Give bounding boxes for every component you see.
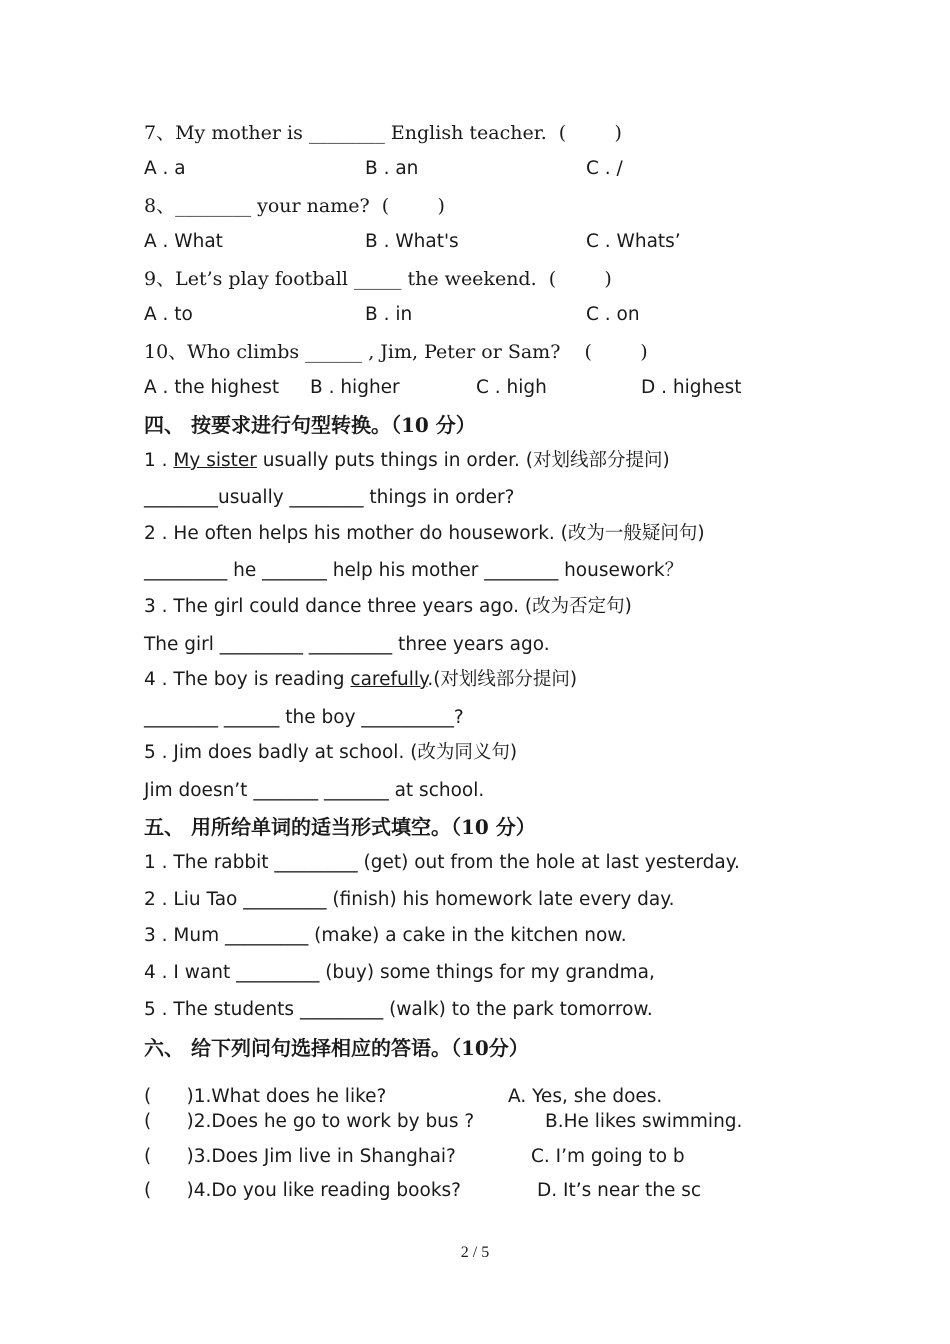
q8-option-a: A . What	[144, 231, 223, 252]
s4-q2-answer: _________ he _______ help his mother ________ housework？	[144, 560, 684, 581]
s4-q1-line	[144, 449, 670, 473]
s4-q4-answer: ________ ______ the boy __________?	[144, 707, 464, 728]
s4-q4-underlined: carefully	[350, 669, 428, 690]
q10-option-b: B . higher	[310, 377, 400, 398]
s4-q5-line: 5 . Jim does badly at school. (改为同义句)	[144, 742, 518, 763]
s4-q1-num: 1 .	[144, 450, 174, 471]
s4-q3-line: 3 . The girl could dance three years ago. (改为否定句)	[144, 596, 632, 617]
q10-option-a: A . the highest	[144, 377, 280, 398]
q10-option-d: D . highest	[641, 377, 742, 398]
section4-heading: 四、 按要求进行句型转换。（10 分）	[144, 413, 476, 437]
s6-answer-c: C. I’m going to b	[531, 1146, 685, 1167]
s6-answer-b: B.He likes swimming.	[545, 1111, 743, 1132]
q7-option-a: A . a	[144, 158, 186, 179]
s4-q1-rest: usually puts things in order. (对划线部分提问)	[256, 450, 670, 471]
q8-stem: 8、________ your name? ( )	[144, 195, 445, 217]
s6-answer-a: A. Yes, she does.	[508, 1086, 663, 1107]
s5-item-2: 2 . Liu Tao _________ (finish) his homework late every day.	[144, 889, 675, 910]
s4-q4-num: 4 . The boy is reading	[144, 669, 351, 690]
s6-answer-d: D. It’s near the sc	[537, 1180, 702, 1201]
s4-q1-answer: ________usually ________ things in order?	[144, 487, 515, 508]
q9-option-b: B . in	[365, 304, 413, 325]
page-number: 2 / 5	[460, 1244, 490, 1261]
q9-option-a: A . to	[144, 304, 193, 325]
q8-option-b: B . What's	[365, 231, 459, 252]
s6-question-4: ( )4.Do you like reading books?	[144, 1180, 461, 1201]
s6-question-3: ( )3.Does Jim live in Shanghai?	[144, 1146, 456, 1167]
q7-stem: 7、My mother is ________ English teacher. ( )	[144, 122, 622, 144]
q9-option-c: C . on	[586, 304, 640, 325]
section6-heading: 六、 给下列问句选择相应的答语。（10分）	[144, 1036, 529, 1060]
q7-option-b: B . an	[365, 158, 419, 179]
s6-question-1: ( )1.What does he like?	[144, 1086, 387, 1107]
s4-q4-line	[144, 668, 577, 692]
q10-option-c: C . high	[476, 377, 547, 398]
s5-item-1: 1 . The rabbit _________ (get) out from the hole at last yesterday.	[144, 852, 740, 873]
q8-option-c: C . Whats’	[586, 231, 681, 252]
s4-q4-rest: .(对划线部分提问)	[427, 669, 578, 690]
s6-question-2: ( )2.Does he go to work by bus ?	[144, 1111, 475, 1132]
q10-stem: 10、Who climbs ______ , Jim, Peter or Sam? ( )	[144, 341, 648, 363]
section5-heading: 五、 用所给单词的适当形式填空。（10 分）	[144, 815, 536, 839]
s5-item-4: 4 . I want _________ (buy) some things for my grandma,	[144, 962, 655, 983]
s5-item-5: 5 . The students _________ (walk) to the park tomorrow.	[144, 999, 653, 1020]
s5-item-3: 3 . Mum _________ (make) a cake in the kitchen now.	[144, 925, 627, 946]
s4-q1-underlined: My sister	[173, 450, 257, 471]
q9-stem: 9、Let’s play football _____ the weekend. ( )	[144, 268, 612, 290]
s4-q5-answer: Jim doesn’t _______ _______ at school.	[144, 780, 485, 801]
s4-q3-answer: The girl _________ _________ three years ago.	[144, 634, 550, 655]
q7-option-c: C . /	[586, 158, 623, 179]
s4-q2-line: 2 . He often helps his mother do housework. (改为一般疑问句)	[144, 523, 705, 544]
